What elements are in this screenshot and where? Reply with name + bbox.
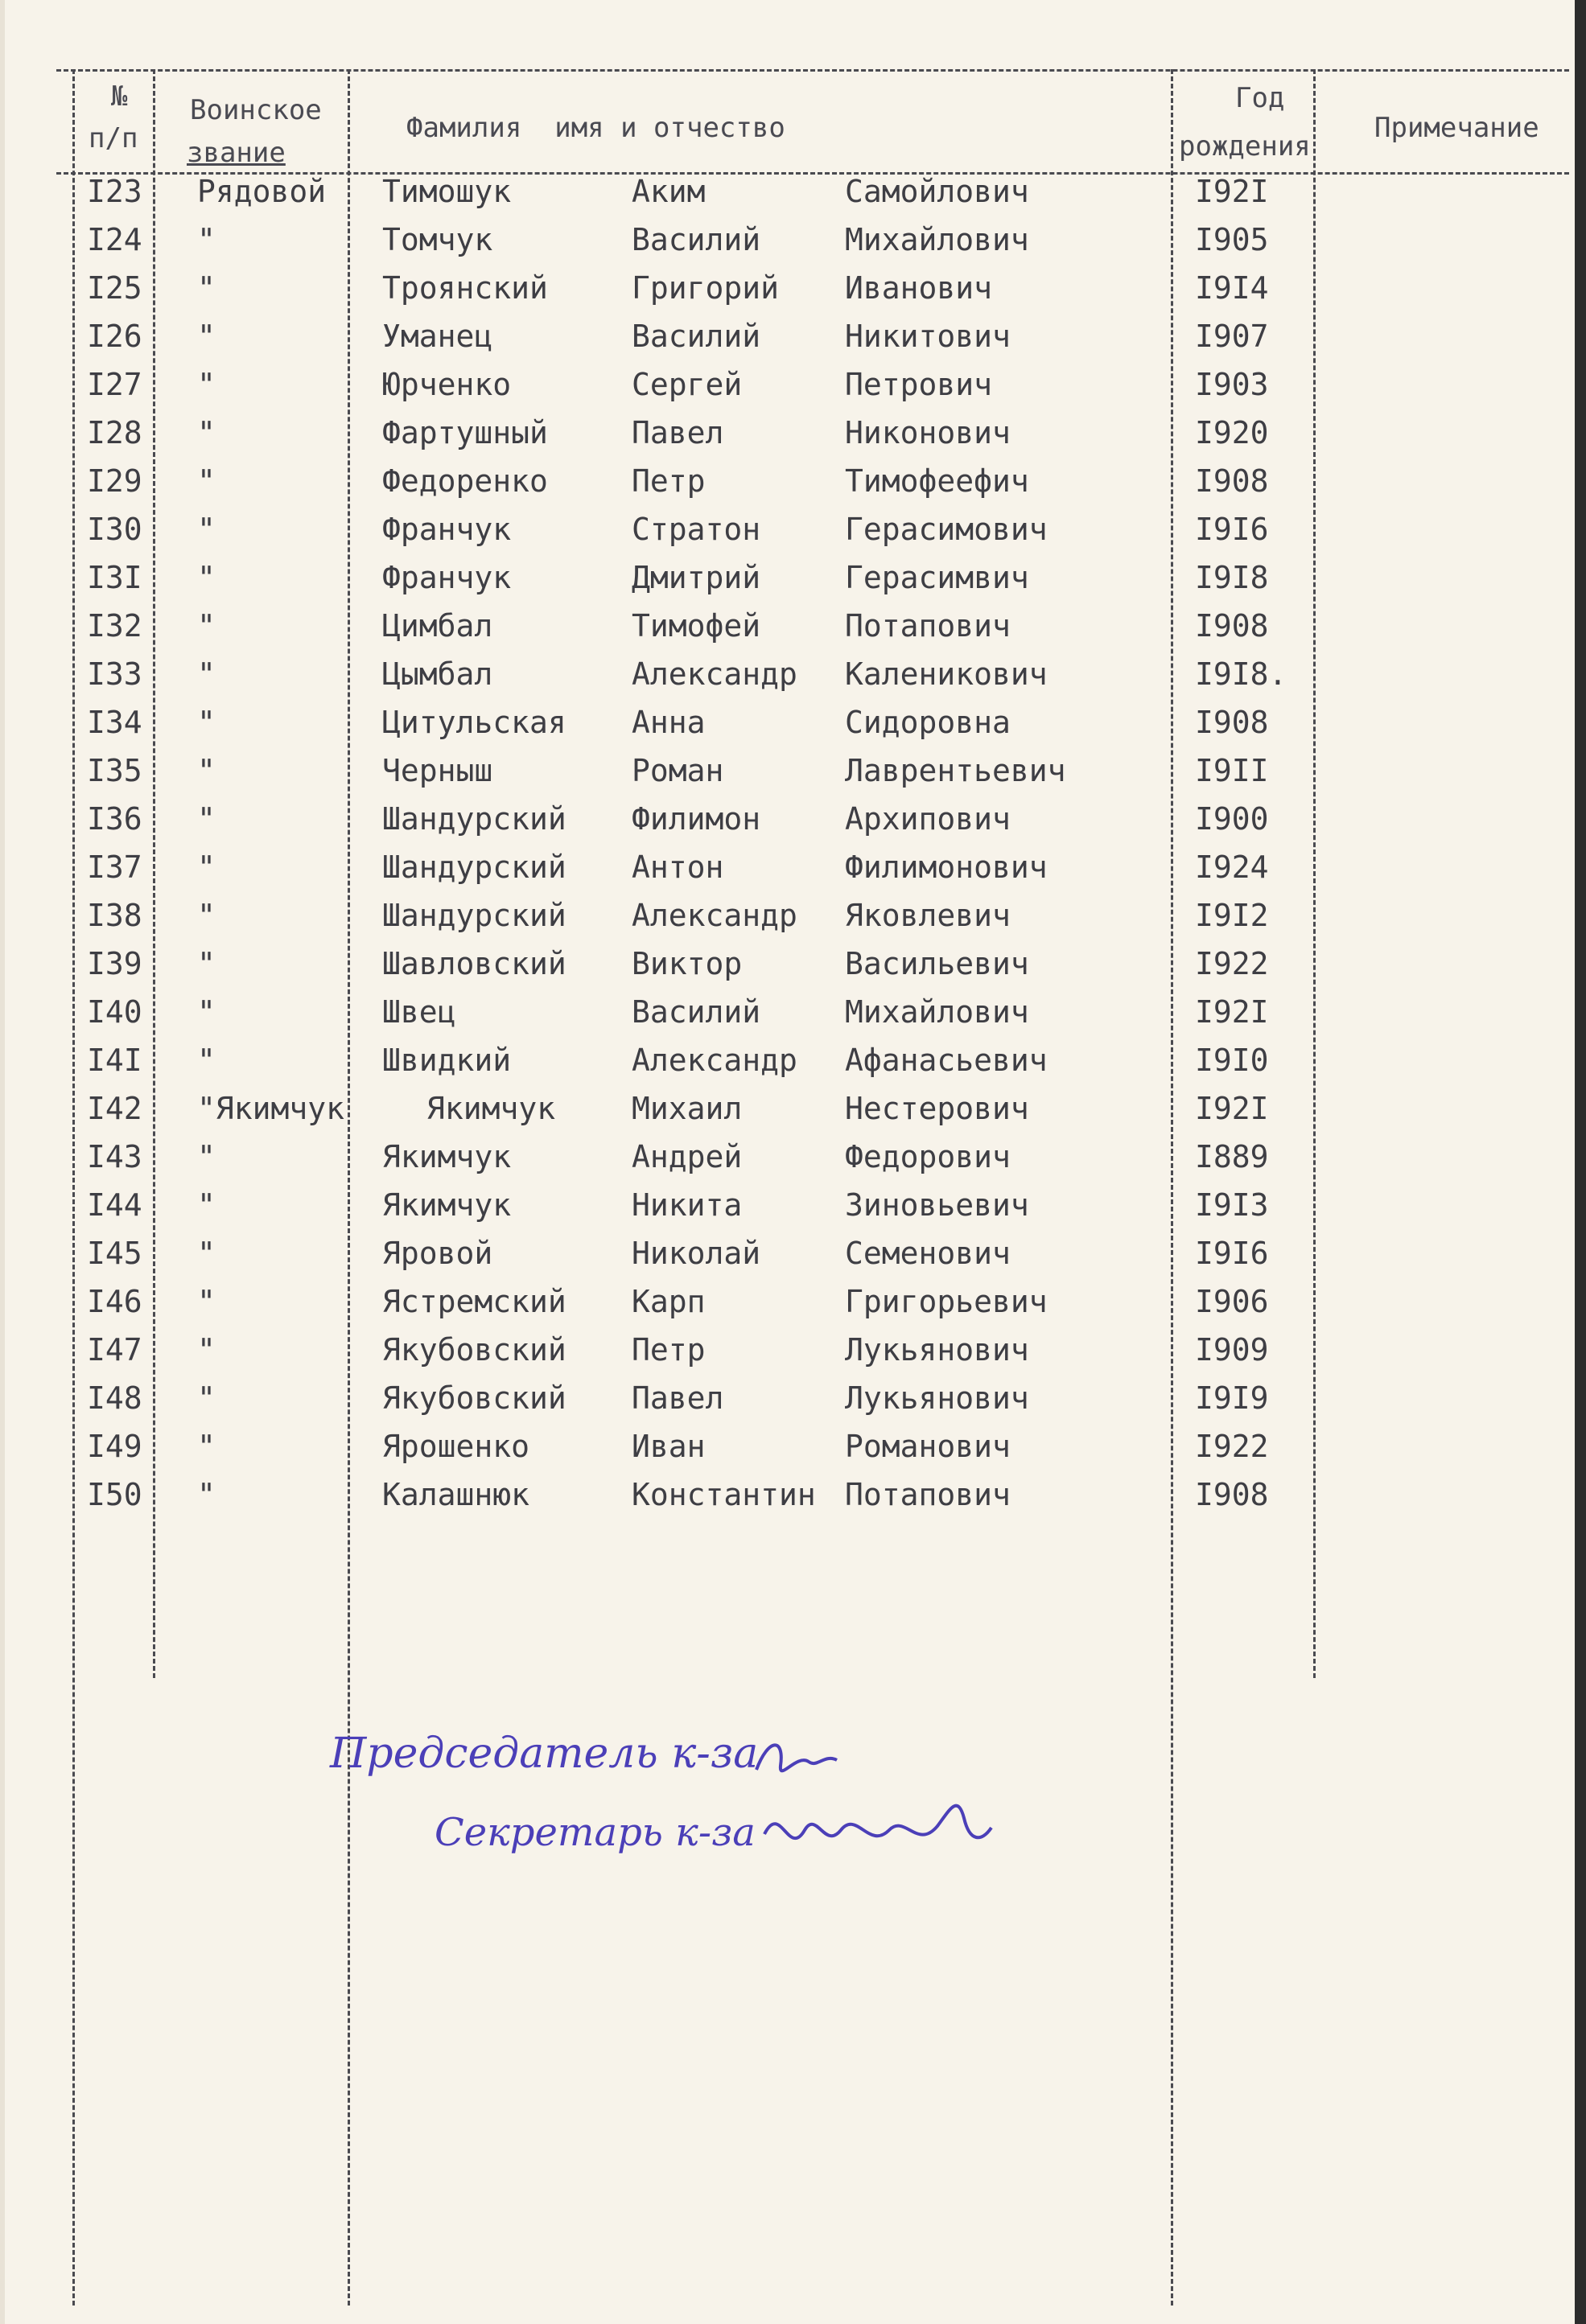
table-row — [0, 753, 1586, 801]
row-birth-year: I9I9 — [1195, 1380, 1269, 1416]
row-birth-year: I9I4 — [1195, 270, 1269, 306]
table-row — [0, 270, 1586, 319]
row-rank: " — [197, 1477, 216, 1512]
row-number: I37 — [87, 849, 142, 885]
row-rank: "Якимчук — [197, 1091, 345, 1126]
row-surname: Федоренко — [382, 463, 548, 499]
row-number: I25 — [87, 270, 142, 306]
row-surname: Шавловский — [382, 946, 566, 981]
row-first-name: Александр — [632, 1043, 797, 1078]
row-rank: " — [197, 463, 216, 499]
header-num-abbr: п/п — [89, 122, 138, 154]
row-surname: Шандурский — [382, 898, 566, 933]
row-birth-year: I9I2 — [1195, 898, 1269, 933]
row-rank: " — [197, 1332, 216, 1368]
row-first-name: Василий — [632, 222, 761, 257]
row-number: I30 — [87, 512, 142, 547]
row-number: I36 — [87, 801, 142, 837]
row-number: I50 — [87, 1477, 142, 1512]
row-surname: Фартушный — [382, 415, 548, 450]
row-surname: Якимчук — [382, 1139, 512, 1174]
row-patronymic: Семенович — [845, 1236, 1011, 1271]
row-patronymic: Григорьевич — [845, 1284, 1048, 1319]
table-row — [0, 367, 1586, 415]
row-first-name: Филимон — [632, 801, 761, 837]
row-rank: " — [197, 367, 216, 402]
row-rank: " — [197, 1139, 216, 1174]
row-first-name: Василий — [632, 994, 761, 1030]
row-rank: " — [197, 270, 216, 306]
row-first-name: Михаил — [632, 1091, 743, 1126]
row-birth-year: I903 — [1195, 367, 1269, 402]
chairman-signature-scribble — [748, 1730, 845, 1794]
row-patronymic: Каленикович — [845, 656, 1048, 692]
header-year-line2: рождения — [1179, 130, 1311, 162]
row-birth-year: I908 — [1195, 608, 1269, 644]
row-birth-year: I9I8 — [1195, 560, 1269, 595]
table-row — [0, 801, 1586, 849]
row-rank: " — [197, 1043, 216, 1078]
row-rank: " — [197, 1236, 216, 1271]
row-number: I26 — [87, 319, 142, 354]
table-row — [0, 1091, 1586, 1139]
row-surname: Яровой — [382, 1236, 493, 1271]
row-rank: " — [197, 608, 216, 644]
table-row — [0, 946, 1586, 994]
header-year-line1: Год — [1235, 82, 1285, 114]
row-first-name: Василий — [632, 319, 761, 354]
row-birth-year: I92I — [1195, 1091, 1269, 1126]
row-patronymic: Васильевич — [845, 946, 1029, 981]
table-row — [0, 705, 1586, 753]
row-rank: " — [197, 319, 216, 354]
row-birth-year: I907 — [1195, 319, 1269, 354]
row-first-name: Виктор — [632, 946, 743, 981]
row-surname: Швидкий — [382, 1043, 512, 1078]
row-surname: Якимчук — [426, 1091, 556, 1126]
row-rank: " — [197, 512, 216, 547]
row-birth-year: I9I6 — [1195, 1236, 1269, 1271]
row-rank: " — [197, 560, 216, 595]
row-number: I48 — [87, 1380, 142, 1416]
row-first-name: Константин — [632, 1477, 816, 1512]
row-first-name: Григорий — [632, 270, 780, 306]
row-rank: " — [197, 415, 216, 450]
table-row — [0, 994, 1586, 1043]
row-number: I33 — [87, 656, 142, 692]
row-patronymic: Иванович — [845, 270, 993, 306]
row-birth-year: I9II — [1195, 753, 1269, 788]
table-row — [0, 898, 1586, 946]
header-note: Примечание — [1374, 112, 1539, 144]
secretary-signature-label: Секретарь к-за — [435, 1810, 756, 1855]
row-number: I3I — [87, 560, 142, 595]
row-patronymic: Филимонович — [845, 849, 1048, 885]
row-surname: Ястремский — [382, 1284, 566, 1319]
row-first-name: Павел — [632, 415, 724, 450]
row-surname: Цитульская — [382, 705, 566, 740]
row-number: I39 — [87, 946, 142, 981]
row-first-name: Анна — [632, 705, 706, 740]
row-birth-year: I92I — [1195, 994, 1269, 1030]
row-number: I46 — [87, 1284, 142, 1319]
table-row — [0, 1332, 1586, 1380]
row-rank: " — [197, 753, 216, 788]
table-row — [0, 1380, 1586, 1429]
row-rank: " — [197, 1380, 216, 1416]
row-rank: " — [197, 656, 216, 692]
row-first-name: Антон — [632, 849, 724, 885]
row-patronymic: Никонович — [845, 415, 1011, 450]
row-surname: Цымбал — [382, 656, 493, 692]
row-patronymic: Лукьянович — [845, 1380, 1029, 1416]
row-birth-year: I924 — [1195, 849, 1269, 885]
row-surname: Тимошук — [382, 174, 512, 209]
row-patronymic: Федорович — [845, 1139, 1011, 1174]
row-birth-year: I908 — [1195, 463, 1269, 499]
row-first-name: Роман — [632, 753, 724, 788]
row-birth-year: I922 — [1195, 1429, 1269, 1464]
row-rank: " — [197, 1284, 216, 1319]
row-surname: Якимчук — [382, 1187, 512, 1223]
row-first-name: Николай — [632, 1236, 761, 1271]
row-birth-year: I900 — [1195, 801, 1269, 837]
row-patronymic: Потапович — [845, 608, 1011, 644]
row-rank: " — [197, 705, 216, 740]
table-row — [0, 608, 1586, 656]
row-first-name: Сергей — [632, 367, 743, 402]
table-row — [0, 1236, 1586, 1284]
row-patronymic: Нестерович — [845, 1091, 1029, 1126]
header-full-name: Фамилия имя и отчество — [406, 112, 785, 144]
row-birth-year: I9I6 — [1195, 512, 1269, 547]
row-rank: " — [197, 1187, 216, 1223]
row-rank: " — [197, 222, 216, 257]
row-number: I27 — [87, 367, 142, 402]
row-rank: " — [197, 849, 216, 885]
row-first-name: Тимофей — [632, 608, 761, 644]
row-first-name: Андрей — [632, 1139, 743, 1174]
row-first-name: Александр — [632, 656, 797, 692]
row-patronymic: Сидоровна — [845, 705, 1011, 740]
row-patronymic: Тимофеефич — [845, 463, 1029, 499]
row-first-name: Иван — [632, 1429, 706, 1464]
row-patronymic: Михайлович — [845, 222, 1029, 257]
row-surname: Якубовский — [382, 1380, 566, 1416]
row-surname: Калашнюк — [382, 1477, 530, 1512]
row-patronymic: Самойлович — [845, 174, 1029, 209]
row-number: I47 — [87, 1332, 142, 1368]
row-number: I23 — [87, 174, 142, 209]
row-birth-year: I905 — [1195, 222, 1269, 257]
secretary-signature-scribble — [756, 1786, 998, 1874]
header-top-rule — [56, 69, 1569, 72]
row-surname: Троянский — [382, 270, 548, 306]
row-patronymic: Герасимвич — [845, 560, 1029, 595]
row-birth-year: I92I — [1195, 174, 1269, 209]
row-first-name: Стратон — [632, 512, 761, 547]
table-row — [0, 656, 1586, 705]
row-birth-year: I889 — [1195, 1139, 1269, 1174]
table-row — [0, 849, 1586, 898]
row-birth-year: I909 — [1195, 1332, 1269, 1368]
row-first-name: Никита — [632, 1187, 743, 1223]
row-rank: " — [197, 1429, 216, 1464]
table-row — [0, 1429, 1586, 1477]
row-surname: Франчук — [382, 560, 512, 595]
row-surname: Томчук — [382, 222, 493, 257]
row-number: I34 — [87, 705, 142, 740]
row-surname: Уманец — [382, 319, 493, 354]
row-patronymic: Зиновьевич — [845, 1187, 1029, 1223]
row-surname: Юрченко — [382, 367, 512, 402]
row-birth-year: I908 — [1195, 705, 1269, 740]
row-birth-year: I908 — [1195, 1477, 1269, 1512]
row-number: I29 — [87, 463, 142, 499]
row-number: I28 — [87, 415, 142, 450]
row-birth-year: I9I0 — [1195, 1043, 1269, 1078]
table-row — [0, 415, 1586, 463]
row-rank: " — [197, 801, 216, 837]
row-patronymic: Романович — [845, 1429, 1011, 1464]
table-row — [0, 319, 1586, 367]
table-row — [0, 1477, 1586, 1525]
row-birth-year: I922 — [1195, 946, 1269, 981]
row-number: I24 — [87, 222, 142, 257]
row-patronymic: Никитович — [845, 319, 1011, 354]
row-surname: Шандурский — [382, 849, 566, 885]
row-patronymic: Герасимович — [845, 512, 1048, 547]
row-rank: " — [197, 994, 216, 1030]
row-number: I35 — [87, 753, 142, 788]
row-first-name: Дмитрий — [632, 560, 761, 595]
row-first-name: Аким — [632, 174, 706, 209]
row-birth-year: I920 — [1195, 415, 1269, 450]
table-row — [0, 222, 1586, 270]
row-patronymic: Лукьянович — [845, 1332, 1029, 1368]
row-patronymic: Архипович — [845, 801, 1011, 837]
row-first-name: Карп — [632, 1284, 706, 1319]
row-first-name: Павел — [632, 1380, 724, 1416]
row-surname: Ярошенко — [382, 1429, 530, 1464]
row-number: I32 — [87, 608, 142, 644]
table-row — [0, 1139, 1586, 1187]
row-first-name: Петр — [632, 1332, 706, 1368]
row-patronymic: Яковлевич — [845, 898, 1011, 933]
row-birth-year: I9I8. — [1195, 656, 1287, 692]
row-number: I43 — [87, 1139, 142, 1174]
header-rank-line2: звание — [187, 137, 286, 169]
row-first-name: Александр — [632, 898, 797, 933]
row-number: I4I — [87, 1043, 142, 1078]
row-patronymic: Лаврентьевич — [845, 753, 1066, 788]
row-first-name: Петр — [632, 463, 706, 499]
row-surname: Якубовский — [382, 1332, 566, 1368]
row-birth-year: I906 — [1195, 1284, 1269, 1319]
row-number: I44 — [87, 1187, 142, 1223]
row-rank: " — [197, 946, 216, 981]
row-number: I42 — [87, 1091, 142, 1126]
row-patronymic: Потапович — [845, 1477, 1011, 1512]
row-surname: Шандурский — [382, 801, 566, 837]
row-surname: Цимбал — [382, 608, 493, 644]
table-row — [0, 463, 1586, 512]
table-row — [0, 174, 1586, 222]
table-row — [0, 1284, 1586, 1332]
row-surname: Черныш — [382, 753, 493, 788]
row-number: I38 — [87, 898, 142, 933]
table-row — [0, 560, 1586, 608]
row-surname: Швец — [382, 994, 456, 1030]
row-rank: " — [197, 898, 216, 933]
row-patronymic: Афанасьевич — [845, 1043, 1048, 1078]
table-row — [0, 512, 1586, 560]
table-row — [0, 1187, 1586, 1236]
row-number: I40 — [87, 994, 142, 1030]
row-birth-year: I9I3 — [1195, 1187, 1269, 1223]
table-row — [0, 1043, 1586, 1091]
header-num-sign: № — [111, 80, 128, 113]
row-patronymic: Михайлович — [845, 994, 1029, 1030]
row-patronymic: Петрович — [845, 367, 993, 402]
chairman-signature-label: Председатель к-за — [330, 1730, 759, 1778]
header-rank-line1: Воинское — [190, 94, 322, 126]
row-rank: Рядовой — [197, 174, 327, 209]
row-number: I45 — [87, 1236, 142, 1271]
row-number: I49 — [87, 1429, 142, 1464]
row-surname: Франчук — [382, 512, 512, 547]
